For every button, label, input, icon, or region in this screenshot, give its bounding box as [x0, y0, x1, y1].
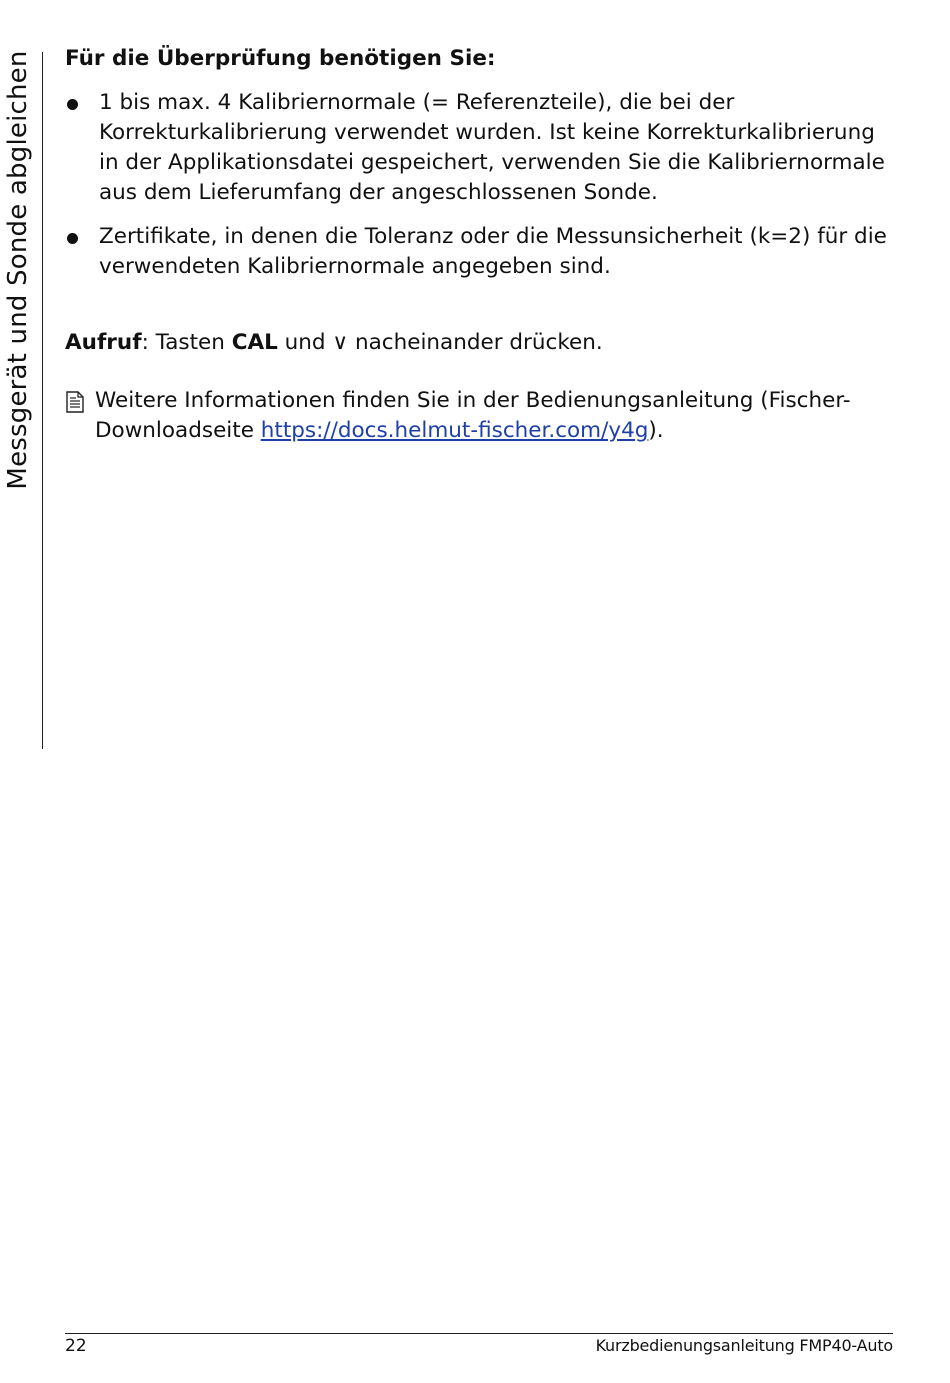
list-item-text: 1 bis max. 4 Kalibriernormale (= Referenzteile), die bei der Korrekturkalibrierung verwendet wurden. Ist keine Korrekturkalibrierung in der Applikationsdatei gespeichert, verwenden Sie die Kalibriernormale aus dem Lieferumfang der angeschlossenen Sonde.	[99, 90, 885, 205]
note-suffix: ).	[648, 418, 664, 443]
document-note-icon	[65, 391, 85, 413]
download-link[interactable]: https://docs.helmut-fischer.com/y4g	[260, 418, 649, 443]
side-chapter-title: Messgerät und Sonde abgleichen	[3, 50, 33, 490]
page-number: 22	[65, 1336, 87, 1356]
bullet-icon	[67, 99, 78, 110]
list-item	[65, 88, 895, 208]
requirements-list	[65, 88, 895, 282]
footer-divider	[65, 1333, 893, 1334]
call-text-2: und ∨ nacheinander drücken.	[277, 330, 603, 355]
cal-key: CAL	[231, 330, 278, 355]
section-heading: Für die Überprüfung benötigen Sie:	[65, 46, 496, 71]
call-instruction	[65, 328, 895, 358]
call-text-1: : Tasten	[141, 330, 232, 355]
list-item	[65, 222, 895, 282]
call-label: Aufruf	[65, 330, 142, 355]
footer-doc-title: Kurzbedienungsanleitung FMP40-Auto	[595, 1336, 893, 1355]
note-text: Weitere Informationen finden Sie in der Bedienungsanleitung (Fischer-Downloadseite	[95, 388, 851, 443]
info-note	[65, 386, 895, 446]
bullet-icon	[67, 233, 78, 244]
side-title-container	[0, 50, 36, 490]
side-divider	[42, 52, 43, 749]
main-content	[65, 44, 895, 446]
list-item-text: Zertifikate, in denen die Toleranz oder die Messunsicherheit (k=2) für die verwendeten Kalibriernormale angegeben sind.	[99, 224, 887, 279]
